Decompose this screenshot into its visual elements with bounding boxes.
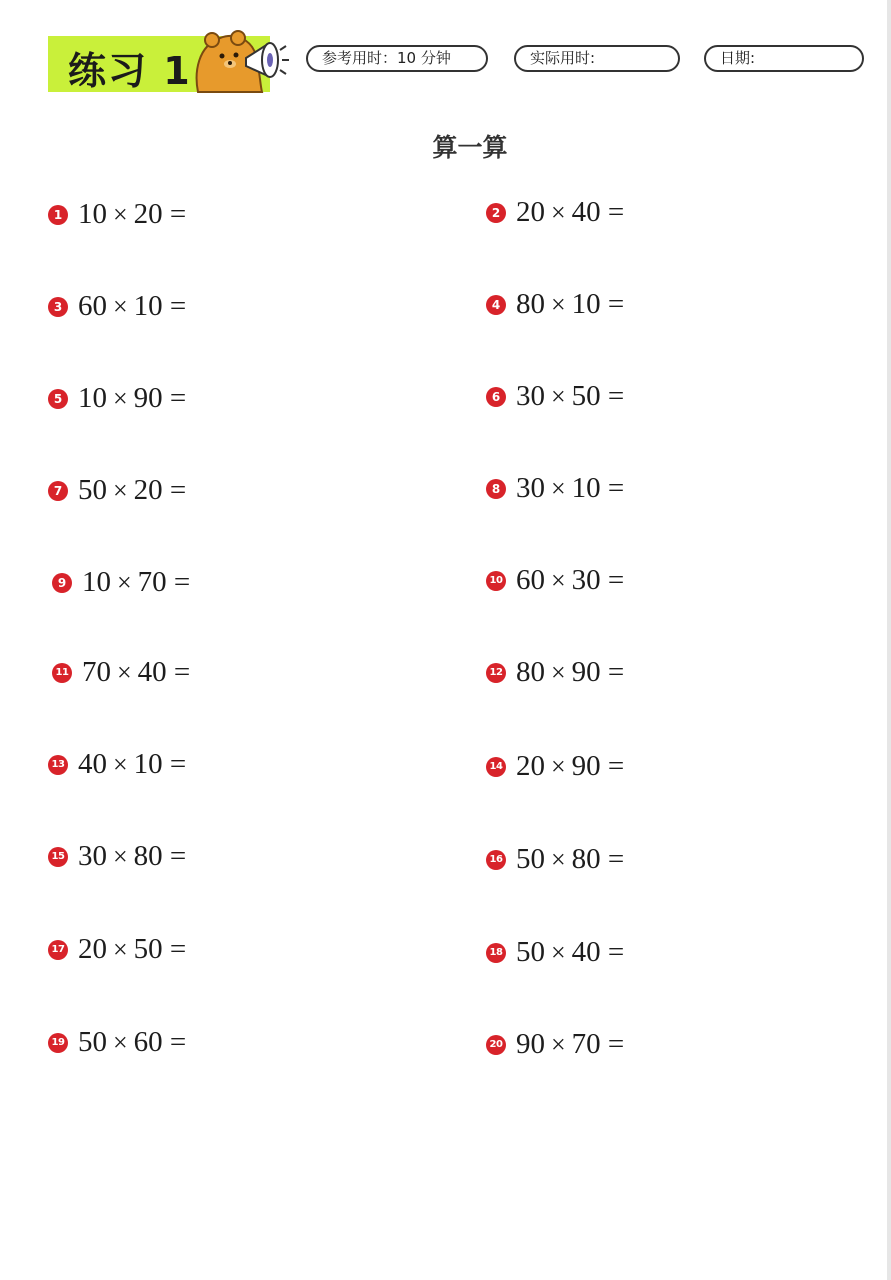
operand-a: 60	[516, 564, 545, 596]
equals-sign: =	[162, 933, 187, 965]
operand-a: 10	[78, 198, 107, 230]
reference-time-field: 参考用时：10 分钟	[306, 45, 488, 72]
multiply-sign: ×	[113, 1028, 128, 1057]
bear-megaphone-icon	[190, 28, 290, 94]
problem-item	[48, 1026, 186, 1059]
operand-b: 50	[133, 933, 163, 965]
operand-a: 50	[78, 474, 107, 506]
operand-a: 20	[78, 933, 107, 965]
problem-expression	[516, 936, 624, 969]
problem-number-badge: 17	[48, 940, 68, 960]
multiply-sign: ×	[551, 658, 566, 687]
multiply-sign: ×	[113, 292, 128, 321]
problem-number-badge: 6	[486, 387, 506, 407]
operand-b: 90	[133, 382, 163, 414]
operand-b: 60	[133, 1026, 163, 1058]
problem-item	[48, 933, 186, 966]
problem-item	[486, 750, 624, 783]
problem-number-badge: 4	[486, 295, 506, 315]
problem-number-badge: 19	[48, 1033, 68, 1053]
problem-item	[486, 1028, 624, 1061]
operand-b: 90	[571, 750, 601, 782]
multiply-sign: ×	[551, 752, 566, 781]
problem-expression	[82, 656, 190, 689]
operand-a: 30	[516, 380, 545, 412]
problem-item	[486, 196, 624, 229]
problem-item	[48, 382, 186, 415]
operand-b: 80	[133, 840, 163, 872]
problem-number-badge: 8	[486, 479, 506, 499]
multiply-sign: ×	[551, 938, 566, 967]
multiply-sign: ×	[113, 476, 128, 505]
problem-number-badge: 5	[48, 389, 68, 409]
date-field[interactable]: 日期:	[704, 45, 864, 72]
equals-sign: =	[600, 380, 625, 412]
problem-number-badge: 9	[52, 573, 72, 593]
problem-item	[52, 566, 190, 599]
problem-item	[486, 288, 624, 321]
equals-sign: =	[600, 1028, 625, 1060]
problem-item	[486, 564, 624, 597]
problem-expression	[516, 656, 624, 689]
multiply-sign: ×	[551, 845, 566, 874]
problem-item	[52, 656, 190, 689]
problem-expression	[516, 750, 624, 783]
operand-a: 50	[78, 1026, 107, 1058]
problem-item	[48, 290, 186, 323]
operand-a: 70	[82, 656, 111, 688]
equals-sign: =	[600, 936, 625, 968]
operand-b: 10	[571, 288, 601, 320]
operand-a: 20	[516, 750, 545, 782]
problem-item	[486, 380, 624, 413]
operand-b: 50	[571, 380, 601, 412]
equals-sign: =	[166, 566, 191, 598]
problem-number-badge: 10	[486, 571, 506, 591]
operand-b: 40	[137, 656, 167, 688]
operand-a: 50	[516, 843, 545, 875]
equals-sign: =	[162, 198, 187, 230]
problem-expression	[78, 382, 186, 415]
problem-expression	[78, 290, 186, 323]
problem-expression	[78, 748, 186, 781]
operand-a: 40	[78, 748, 107, 780]
problem-number-badge: 3	[48, 297, 68, 317]
problem-expression	[78, 198, 186, 231]
problem-item	[48, 840, 186, 873]
problem-expression	[78, 840, 186, 873]
equals-sign: =	[600, 843, 625, 875]
multiply-sign: ×	[551, 1030, 566, 1059]
multiply-sign: ×	[113, 750, 128, 779]
operand-a: 80	[516, 656, 545, 688]
equals-sign: =	[162, 290, 187, 322]
section-title: 算一算	[432, 133, 508, 162]
problem-item	[486, 936, 624, 969]
operand-b: 80	[571, 843, 601, 875]
operand-a: 20	[516, 196, 545, 228]
problem-expression	[516, 843, 624, 876]
operand-a: 10	[82, 566, 111, 598]
equals-sign: =	[162, 474, 187, 506]
problem-expression	[78, 933, 186, 966]
operand-a: 80	[516, 288, 545, 320]
equals-sign: =	[162, 748, 187, 780]
operand-b: 10	[133, 748, 163, 780]
problem-expression	[516, 472, 624, 505]
equals-sign: =	[166, 656, 191, 688]
equals-sign: =	[600, 564, 625, 596]
multiply-sign: ×	[551, 290, 566, 319]
multiply-sign: ×	[113, 384, 128, 413]
equals-sign: =	[600, 472, 625, 504]
problem-number-badge: 20	[486, 1035, 506, 1055]
problem-number-badge: 11	[52, 663, 72, 683]
equals-sign: =	[600, 750, 625, 782]
problem-expression	[516, 564, 624, 597]
operand-b: 70	[571, 1028, 601, 1060]
multiply-sign: ×	[113, 935, 128, 964]
problem-item	[48, 748, 186, 781]
problem-number-badge: 18	[486, 943, 506, 963]
multiply-sign: ×	[117, 568, 132, 597]
problem-number-badge: 15	[48, 847, 68, 867]
problem-number-badge: 7	[48, 481, 68, 501]
operand-b: 70	[137, 566, 167, 598]
problem-expression	[516, 288, 624, 321]
problem-expression	[516, 380, 624, 413]
problem-number-badge: 12	[486, 663, 506, 683]
operand-a: 50	[516, 936, 545, 968]
operand-b: 10	[133, 290, 163, 322]
operand-b: 40	[571, 936, 601, 968]
operand-a: 30	[516, 472, 545, 504]
problem-item	[48, 198, 186, 231]
operand-a: 30	[78, 840, 107, 872]
problem-expression	[516, 1028, 624, 1061]
operand-b: 10	[571, 472, 601, 504]
multiply-sign: ×	[551, 474, 566, 503]
problem-number-badge: 1	[48, 205, 68, 225]
equals-sign: =	[162, 1026, 187, 1058]
operand-b: 20	[133, 474, 163, 506]
problem-number-badge: 2	[486, 203, 506, 223]
problem-expression	[78, 1026, 186, 1059]
problem-expression	[82, 566, 190, 599]
problem-item	[48, 474, 186, 507]
equals-sign: =	[162, 840, 187, 872]
problem-item	[486, 843, 624, 876]
operand-b: 90	[571, 656, 601, 688]
problem-item	[486, 656, 624, 689]
equals-sign: =	[600, 196, 625, 228]
operand-a: 60	[78, 290, 107, 322]
operand-b: 20	[133, 198, 163, 230]
operand-b: 40	[571, 196, 601, 228]
equals-sign: =	[600, 656, 625, 688]
operand-a: 90	[516, 1028, 545, 1060]
problem-item	[486, 472, 624, 505]
problem-number-badge: 16	[486, 850, 506, 870]
multiply-sign: ×	[117, 658, 132, 687]
equals-sign: =	[162, 382, 187, 414]
multiply-sign: ×	[551, 566, 566, 595]
problem-expression	[78, 474, 186, 507]
equals-sign: =	[600, 288, 625, 320]
multiply-sign: ×	[113, 842, 128, 871]
operand-b: 30	[571, 564, 601, 596]
multiply-sign: ×	[113, 200, 128, 229]
exercise-title: 练习 1	[68, 49, 192, 93]
page-edge	[887, 0, 891, 1280]
problem-expression	[516, 196, 624, 229]
problem-number-badge: 13	[48, 755, 68, 775]
multiply-sign: ×	[551, 198, 566, 227]
operand-a: 10	[78, 382, 107, 414]
actual-time-field[interactable]: 实际用时:	[514, 45, 680, 72]
multiply-sign: ×	[551, 382, 566, 411]
problem-number-badge: 14	[486, 757, 506, 777]
